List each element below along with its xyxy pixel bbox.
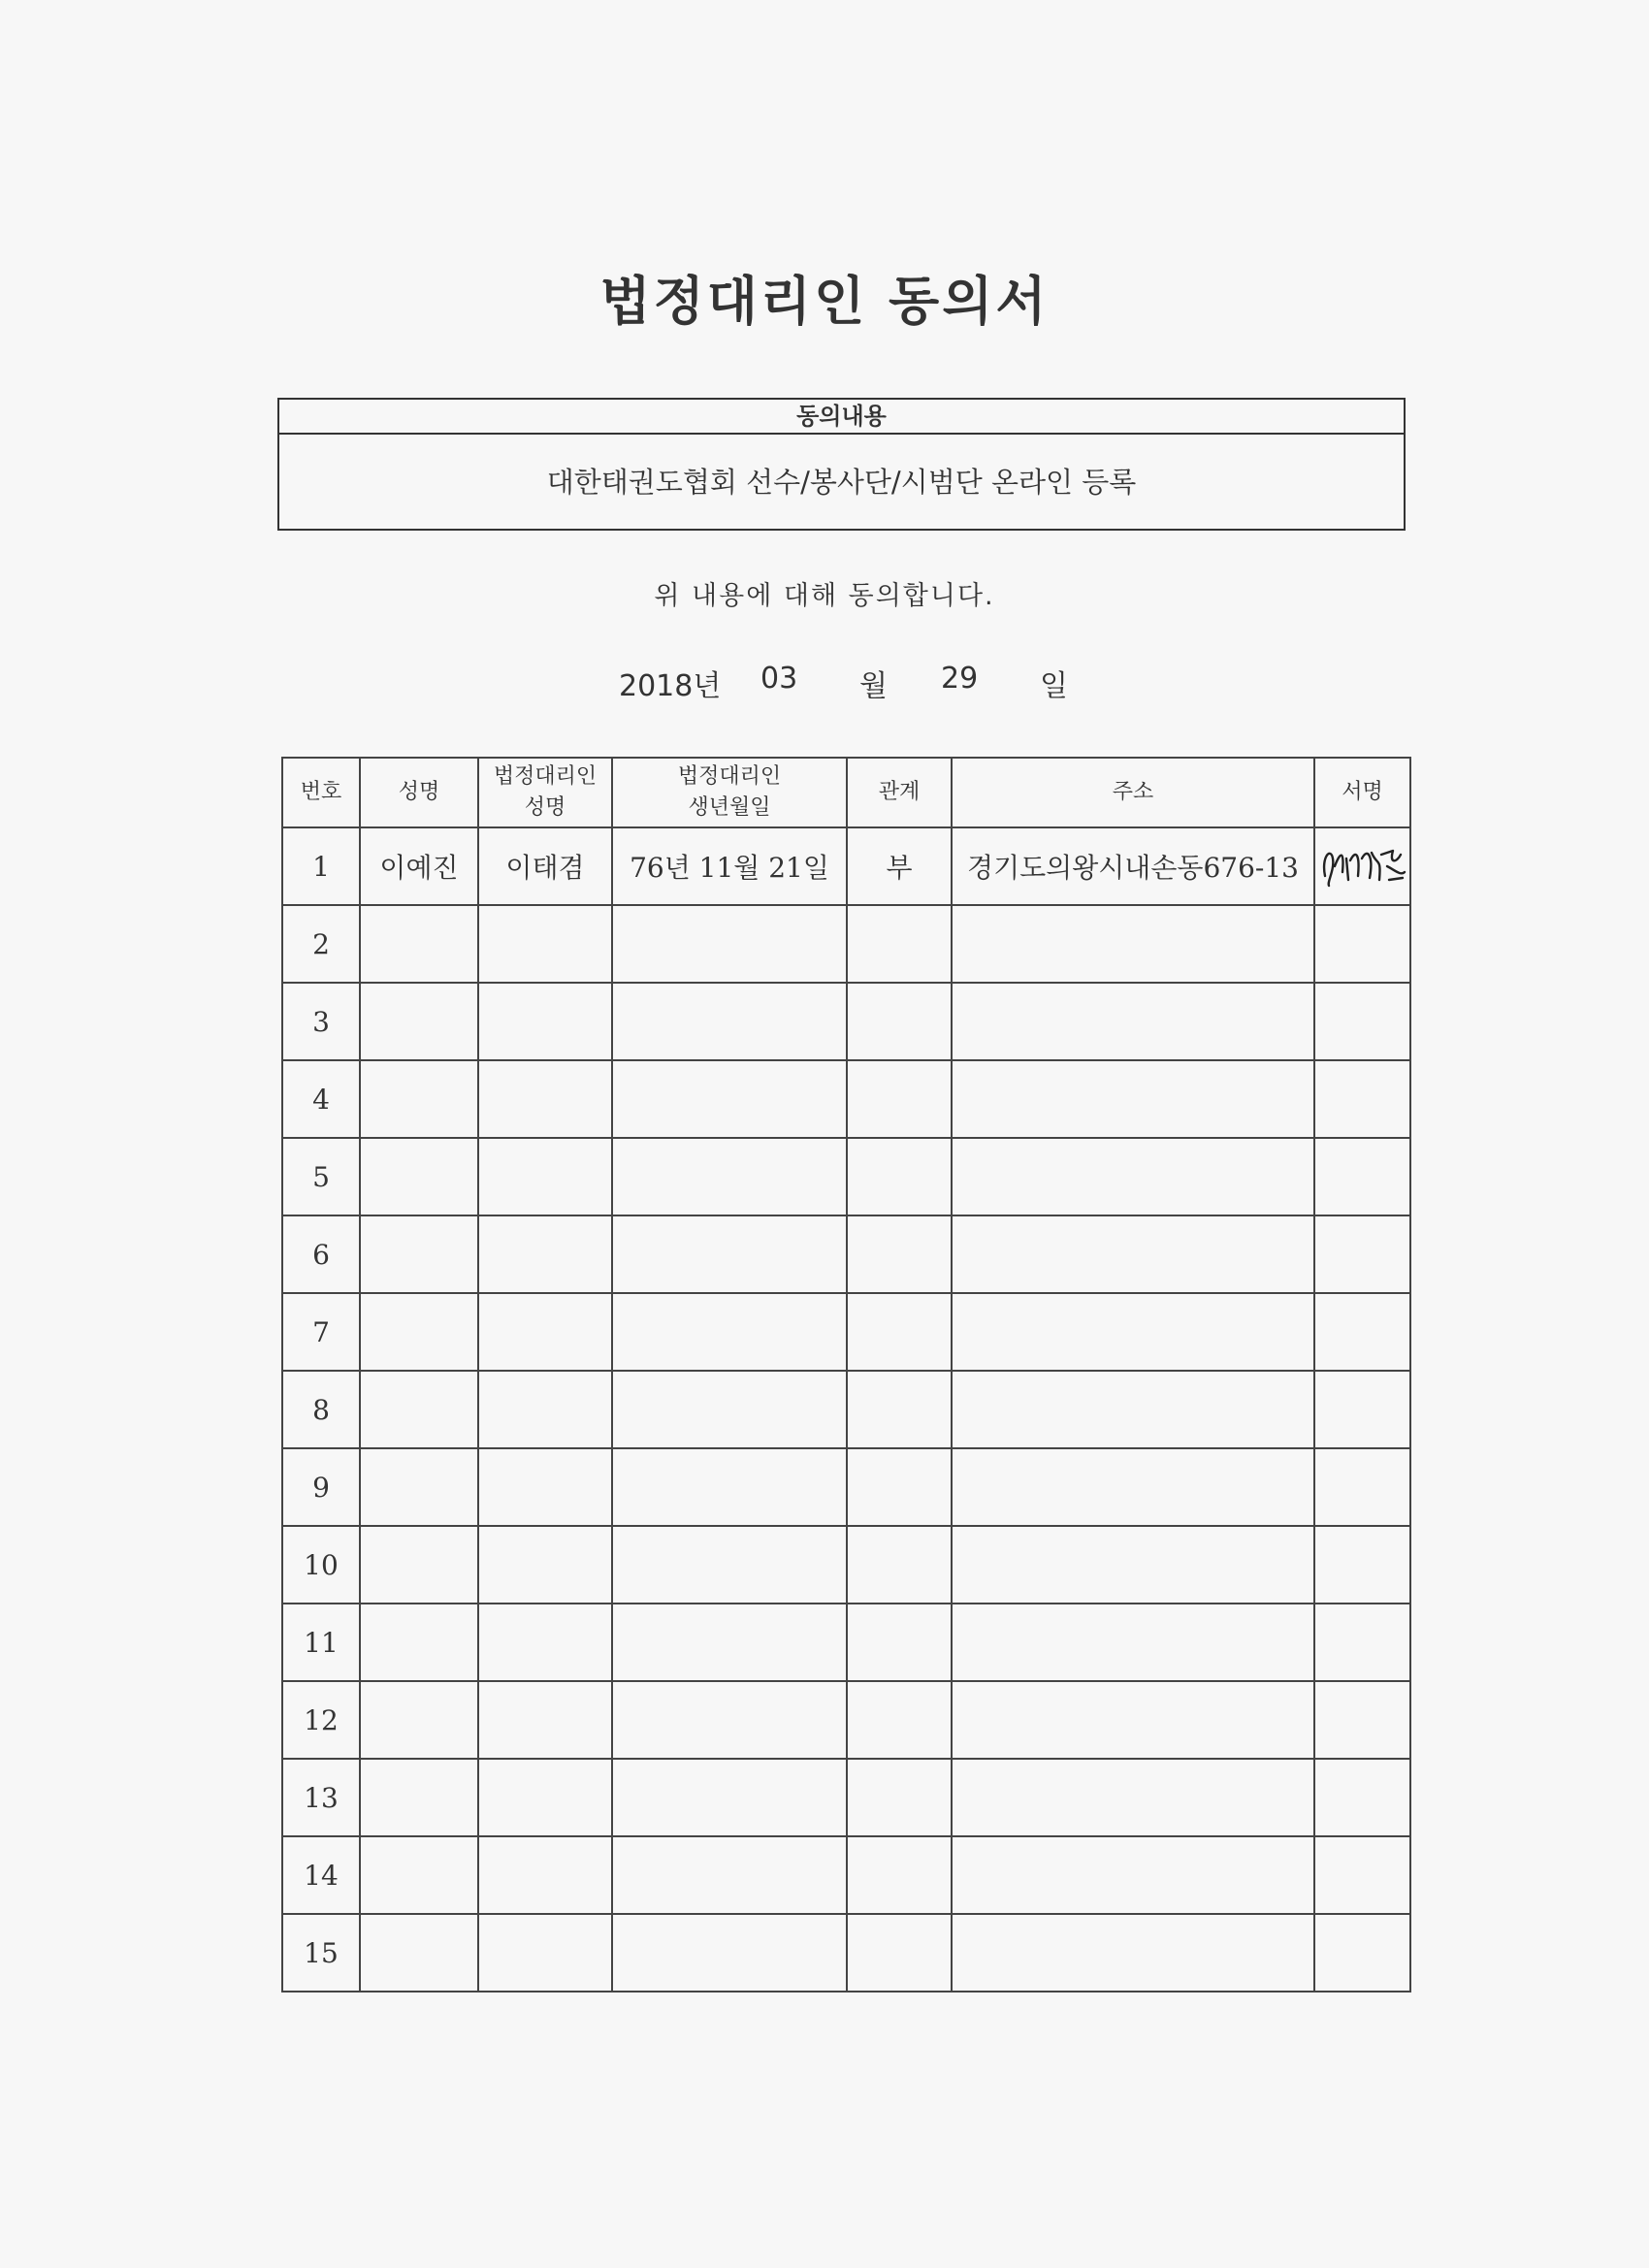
header-guardian-name — [478, 758, 612, 827]
guardian-name-cell — [478, 1914, 612, 1992]
row-number-cell: 7 — [282, 1293, 360, 1371]
row-number-cell: 9 — [282, 1448, 360, 1526]
table-row — [282, 827, 1410, 905]
row-number-cell: 1 — [282, 827, 360, 905]
signature-cell — [1314, 1759, 1410, 1836]
applicant-name-cell — [360, 1526, 478, 1604]
applicant-name-cell — [360, 1836, 478, 1914]
address-cell — [952, 1060, 1314, 1138]
agreement-statement: 위 내용에 대해 동의합니다. — [654, 581, 995, 611]
address-cell — [952, 1836, 1314, 1914]
guardian-name-cell — [478, 1060, 612, 1138]
applicant-name-cell — [360, 1293, 478, 1371]
row-number-cell: 15 — [282, 1914, 360, 1992]
table-header-row — [282, 758, 1410, 827]
date-month-unit: 월 — [859, 669, 888, 703]
applicant-name-cell — [360, 1060, 478, 1138]
header-guardian-birth-line1: 법정대리인 — [677, 764, 782, 789]
consent-box — [277, 398, 1406, 531]
row-number-cell: 12 — [282, 1681, 360, 1759]
relation-cell — [847, 1060, 952, 1138]
guardian-birth-cell — [612, 1914, 847, 1992]
guardian-birth-cell — [612, 1759, 847, 1836]
signature-cell — [1314, 1060, 1410, 1138]
address-cell — [952, 905, 1314, 983]
row-number-cell: 5 — [282, 1138, 360, 1215]
guardian-birth-cell: 76년 11월 21일 — [612, 827, 847, 905]
guardian-name-cell: 이태겸 — [478, 827, 612, 905]
address-cell — [952, 1138, 1314, 1215]
row-number-cell: 2 — [282, 905, 360, 983]
relation-cell — [847, 983, 952, 1060]
applicant-name-cell — [360, 1914, 478, 1992]
header-guardian-name-line1: 법정대리인 — [493, 764, 598, 789]
relation-cell — [847, 1371, 952, 1448]
guardian-birth-cell — [612, 1448, 847, 1526]
relation-cell — [847, 1681, 952, 1759]
guardian-name-cell — [478, 1371, 612, 1448]
signature-cell — [1314, 1138, 1410, 1215]
table-row — [282, 1836, 1410, 1914]
guardian-name-cell — [478, 1604, 612, 1681]
header-relation: 관계 — [847, 758, 952, 827]
signature-cell — [1314, 1371, 1410, 1448]
relation-cell: 부 — [847, 827, 952, 905]
row-number-cell: 10 — [282, 1526, 360, 1604]
row-number-cell: 11 — [282, 1604, 360, 1681]
date-day: 29 — [941, 662, 979, 696]
relation-cell — [847, 1293, 952, 1371]
table-row — [282, 1914, 1410, 1992]
applicant-name-cell — [360, 1604, 478, 1681]
applicant-name-cell — [360, 1138, 478, 1215]
header-guardian-birth-line2: 생년월일 — [688, 795, 771, 820]
date-day-unit: 일 — [1040, 669, 1068, 703]
guardian-name-cell — [478, 983, 612, 1060]
table-row — [282, 1526, 1410, 1604]
date-month: 03 — [760, 662, 798, 696]
row-number-cell: 4 — [282, 1060, 360, 1138]
guardian-name-cell — [478, 1681, 612, 1759]
guardian-birth-cell — [612, 1138, 847, 1215]
guardian-birth-cell — [612, 1604, 847, 1681]
address-cell — [952, 1681, 1314, 1759]
relation-cell — [847, 1604, 952, 1681]
signature-cell — [1314, 1836, 1410, 1914]
table-row — [282, 1138, 1410, 1215]
row-number-cell: 3 — [282, 983, 360, 1060]
header-signature: 서명 — [1314, 758, 1410, 827]
applicant-name-cell — [360, 983, 478, 1060]
address-cell — [952, 1371, 1314, 1448]
relation-cell — [847, 1526, 952, 1604]
relation-cell — [847, 905, 952, 983]
applicant-name-cell — [360, 1215, 478, 1293]
row-number-cell: 14 — [282, 1836, 360, 1914]
signature-cell — [1314, 1604, 1410, 1681]
address-cell — [952, 983, 1314, 1060]
table-row — [282, 1060, 1410, 1138]
guardian-name-cell — [478, 1215, 612, 1293]
address-cell — [952, 1215, 1314, 1293]
relation-cell — [847, 1448, 952, 1526]
signature-cell — [1314, 1448, 1410, 1526]
relation-cell — [847, 1138, 952, 1215]
row-number-cell: 8 — [282, 1371, 360, 1448]
signature-cell — [1314, 983, 1410, 1060]
table-row — [282, 983, 1410, 1060]
guardian-birth-cell — [612, 1293, 847, 1371]
signature-cell — [1314, 1526, 1410, 1604]
address-cell — [952, 1759, 1314, 1836]
relation-cell — [847, 1759, 952, 1836]
header-guardian-name-line2: 성명 — [524, 795, 566, 820]
guardian-name-cell — [478, 1448, 612, 1526]
guardian-birth-cell — [612, 1215, 847, 1293]
guardian-name-cell — [478, 1836, 612, 1914]
consent-header: 동의내용 — [279, 400, 1404, 435]
guardian-birth-cell — [612, 1371, 847, 1448]
table-row — [282, 905, 1410, 983]
guardian-birth-cell — [612, 983, 847, 1060]
address-cell — [952, 1914, 1314, 1992]
signature-cell — [1314, 1914, 1410, 1992]
guardian-name-cell — [478, 1759, 612, 1836]
guardian-birth-cell — [612, 905, 847, 983]
applicant-name-cell — [360, 1371, 478, 1448]
table-row — [282, 1604, 1410, 1681]
applicant-name-cell: 이예진 — [360, 827, 478, 905]
applicant-name-cell — [360, 1448, 478, 1526]
table-row — [282, 1759, 1410, 1836]
guardian-name-cell — [478, 1138, 612, 1215]
header-no: 번호 — [282, 758, 360, 827]
date-year: 2018년 — [619, 669, 722, 703]
guardian-name-cell — [478, 1293, 612, 1371]
table-row — [282, 1681, 1410, 1759]
applicant-name-cell — [360, 1681, 478, 1759]
header-guardian-birth — [612, 758, 847, 827]
guardian-birth-cell — [612, 1060, 847, 1138]
address-cell: 경기도의왕시내손동676-13 — [952, 827, 1314, 905]
address-cell — [952, 1604, 1314, 1681]
table-row — [282, 1293, 1410, 1371]
guardian-birth-cell — [612, 1836, 847, 1914]
row-number-cell: 13 — [282, 1759, 360, 1836]
registration-table — [281, 757, 1411, 1993]
guardian-birth-cell — [612, 1681, 847, 1759]
guardian-name-cell — [478, 1526, 612, 1604]
guardian-birth-cell — [612, 1526, 847, 1604]
signature-cell — [1314, 1681, 1410, 1759]
header-name: 성명 — [360, 758, 478, 827]
header-address: 주소 — [952, 758, 1314, 827]
signature-cell — [1314, 1293, 1410, 1371]
signature-cell — [1314, 905, 1410, 983]
row-number-cell: 6 — [282, 1215, 360, 1293]
address-cell — [952, 1526, 1314, 1604]
table-row — [282, 1215, 1410, 1293]
relation-cell — [847, 1215, 952, 1293]
signature-cell — [1314, 827, 1410, 905]
applicant-name-cell — [360, 905, 478, 983]
relation-cell — [847, 1914, 952, 1992]
signature-cell — [1314, 1215, 1410, 1293]
guardian-name-cell — [478, 905, 612, 983]
consent-body: 대한태권도협회 선수/봉사단/시범단 온라인 등록 — [546, 466, 1137, 499]
document-title: 법정대리인 동의서 — [599, 271, 1050, 332]
table-row — [282, 1371, 1410, 1448]
handwritten-signature — [1315, 837, 1409, 895]
table-row — [282, 1448, 1410, 1526]
applicant-name-cell — [360, 1759, 478, 1836]
address-cell — [952, 1448, 1314, 1526]
relation-cell — [847, 1836, 952, 1914]
address-cell — [952, 1293, 1314, 1371]
